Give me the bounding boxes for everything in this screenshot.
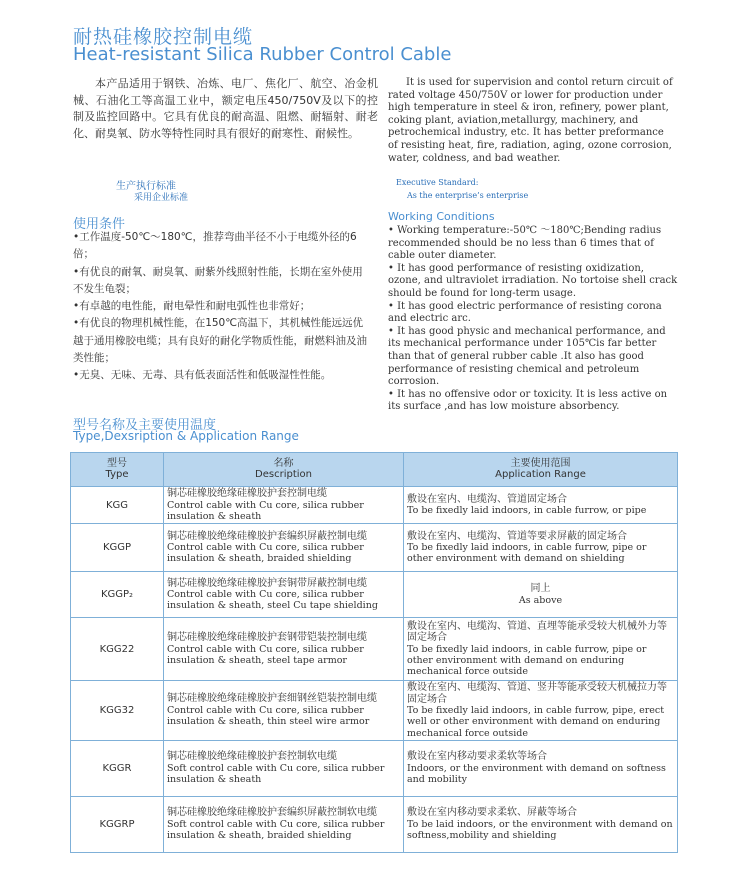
description-cell <box>164 524 404 572</box>
condition-item-cn: •工作温度-50℃～180℃，推荐弯曲半径不小于电缆外径的6倍； <box>73 231 357 261</box>
application-en: As above <box>518 594 563 606</box>
header-application <box>404 453 678 487</box>
header-app-en: Application Range <box>495 469 586 481</box>
description-cell <box>164 681 404 741</box>
description-en: Control cable with Cu core, silica rubber insulation & sheath, thin steel wire armor <box>167 704 370 728</box>
model-code: KGGP₂ <box>71 572 164 618</box>
condition-item-en: • It has good electric performance of resisting corona and electric arc. <box>388 300 662 325</box>
description-en: Control cable with Cu core, silica rubber insulation & sheath <box>167 499 364 522</box>
description-cn: 铜芯硅橡胶绝缘硅橡胶护套编织屏蔽控制软电缆 <box>167 807 377 819</box>
description-en: Soft control cable with Cu core, silica rubber insulation & sheath <box>167 762 385 786</box>
header-type-cn: 型号 <box>107 457 127 469</box>
application-cell <box>404 487 678 524</box>
table-row <box>71 524 678 572</box>
application-en: To be laid indoors, or the environment with demand on softness,mobility and shielding <box>407 818 673 842</box>
application-cell <box>404 681 678 741</box>
application-cell <box>404 796 678 852</box>
standard-heading-cn: 生产执行标准 <box>116 181 176 192</box>
working-conditions-heading-cn: 使用条件 <box>73 217 126 232</box>
standard-heading-en: Executive Standard: <box>396 178 479 187</box>
condition-item-cn: •无臭、无味、无毒、具有低表面活性和低吸湿性性能。 <box>73 369 332 382</box>
header-app-cn: 主要使用范围 <box>510 457 571 469</box>
description-cell <box>164 740 404 796</box>
model-code: KGGP <box>71 524 164 572</box>
model-code: KGG32 <box>71 681 164 741</box>
type-section-heading-en: Type,Dexsription & Application Range <box>73 429 299 443</box>
description-cell <box>164 572 404 618</box>
application-cn: 敷设在室内移动要求柔软、屏蔽等场合 <box>407 807 577 819</box>
page-title-en: Heat-resistant Silica Rubber Control Cable <box>73 44 452 65</box>
condition-item-cn: •有优良的物理机械性能，在150℃高温下，其机械性能远远优越于通用橡胶电缆；具有良好的耐化学物质性能，耐燃料油及油类性能； <box>73 317 367 365</box>
application-cn: 敷设在室内、电缆沟、管道、竖井等能承受较大机械拉力等固定场合 <box>407 682 667 705</box>
description-en: Soft control cable with Cu core, silica rubber insulation & sheath, braided shielding <box>167 818 385 842</box>
table-row <box>71 740 678 796</box>
table-row <box>71 618 678 681</box>
header-desc-cn: 名称 <box>273 457 294 469</box>
model-code: KGGRP <box>71 796 164 852</box>
application-cn: 同上 <box>530 583 551 595</box>
condition-item-en: • It has good performance of resisting oxidization, ozone, and ultraviolet irradiation. No tortoise shell crack should be found for long-term usage. <box>388 262 678 299</box>
condition-item-cn: •有优良的耐氧、耐臭氧、耐紫外线照射性能，长期在室外使用不发生龟裂； <box>73 265 363 295</box>
application-en: To be fixedly laid indoors, in cable furrow, pipe, erect well or other environment with demand on enduring mechanical force outside <box>407 705 665 739</box>
condition-item-en: • Working temperature:-50℃ ～180℃;Bending radius recommended should be no less than 6 times that of cable outer diameter. <box>388 225 662 262</box>
application-cn: 敷设在室内移动要求柔软等场合 <box>407 751 547 763</box>
header-type-en: Type <box>105 469 129 481</box>
description-cell <box>164 796 404 852</box>
working-conditions-list-cn <box>73 229 368 385</box>
type-section-heading-cn: 型号名称及主要使用温度 <box>73 418 217 433</box>
application-cn: 敷设在室内、电缆沟、管道、直埋等能承受较大机械外力等固定场合 <box>407 620 667 644</box>
table-row <box>71 681 678 741</box>
intro-paragraph-en: It is used for supervision and contol return circuit of rated voltage 450/750V or lower for production under high temperature in steel & iron, refinery, power plant, coking plant, aviation,metallurgy, machinery, and petrochemical industry, etc. It has better preformance of resisting heat, fire, radiation, aging, ozone corrosion, water, coldness, and bad weather. <box>388 77 673 164</box>
description-cn: 铜芯硅橡胶绝缘硅橡胶护套控制软电缆 <box>167 751 337 763</box>
working-conditions-heading-en: Working Conditions <box>388 210 495 223</box>
application-cn: 敷设在室内、电缆沟、管道等要求屏蔽的固定场合 <box>407 530 627 542</box>
model-code: KGG22 <box>71 618 164 681</box>
application-cell <box>404 524 678 572</box>
header-desc-en: Description <box>255 469 312 481</box>
application-cn: 敷设在室内、电缆沟、管道固定场合 <box>407 493 567 505</box>
page-title-cn: 耐热硅橡胶控制电缆 <box>73 26 254 48</box>
standard-value-cn: 采用企业标准 <box>134 193 189 203</box>
description-en: Control cable with Cu core, silica rubber insulation & sheath, braided shielding <box>167 542 364 565</box>
application-en: To be fixedly laid indoors, in cable furrow, or pipe <box>407 505 647 517</box>
application-en: To be fixedly laid indoors, in cable furrow, pipe or other environment with demand on enduring mechanical force outside <box>407 643 647 678</box>
model-code: KGG <box>71 487 164 524</box>
application-cell <box>404 740 678 796</box>
description-cn: 铜芯硅橡胶绝缘硅橡胶护套细钢丝铠装控制电缆 <box>167 693 377 705</box>
description-cn: 铜芯硅橡胶绝缘硅橡胶护套铜带屏蔽控制电缆 <box>167 577 367 589</box>
working-conditions-list-en <box>388 225 678 414</box>
description-en: Control cable with Cu core, silica rubber insulation & sheath, steel tape armor <box>167 643 364 666</box>
description-cell <box>164 487 404 524</box>
table-row <box>71 487 678 524</box>
condition-item-en: • It has no offensive odor or toxicity. It is less active on its surface ,and has low moisture absorbency. <box>388 388 668 413</box>
description-en: Control cable with Cu core, silica rubber insulation & sheath, steel Cu tape shielding <box>167 589 378 612</box>
spec-table <box>70 452 678 853</box>
description-cn: 铜芯硅橡胶绝缘硅橡胶护套钢带铠装控制电缆 <box>167 632 367 644</box>
model-code: KGGR <box>71 740 164 796</box>
description-cn: 铜芯硅橡胶绝缘硅橡胶护套控制电缆 <box>167 488 327 499</box>
condition-item-cn: •有卓越的电性能，耐电晕性和耐电弧性也非常好； <box>73 300 311 313</box>
application-cell <box>404 572 678 618</box>
application-cell <box>404 618 678 681</box>
standard-value-en: As the enterprise’s enterprise <box>407 191 529 200</box>
description-cell <box>164 618 404 681</box>
header-description <box>164 453 404 487</box>
header-type <box>71 453 164 487</box>
table-row <box>71 796 678 852</box>
condition-item-en: • It has good physic and mechanical performance, and its mechanical performance under 105℃is far better than that of general rubber cable .It also has good performance of resisting chemical and petroleum corrosion. <box>388 325 666 388</box>
application-en: To be fixedly laid indoors, in cable furrow, pipe or other environment with demand on shielding <box>407 542 647 565</box>
table-row <box>71 572 678 618</box>
table-header-row <box>71 453 678 487</box>
application-en: Indoors, or the environment with demand on softness and mobility <box>407 762 666 786</box>
description-cn: 铜芯硅橡胶绝缘硅橡胶护套编织屏蔽控制电缆 <box>167 530 367 542</box>
intro-paragraph-cn: 本产品适用于钢铁、冶炼、电厂、焦化厂、航空、冶金机械、石油化工等高温工业中，额定电压450/750V及以下的控制及监控回路中。它具有优良的耐高温、阻燃、耐辐射、耐老化、耐臭氧、防水等特性同时具有很好的耐寒性、耐候性。 <box>73 77 378 140</box>
